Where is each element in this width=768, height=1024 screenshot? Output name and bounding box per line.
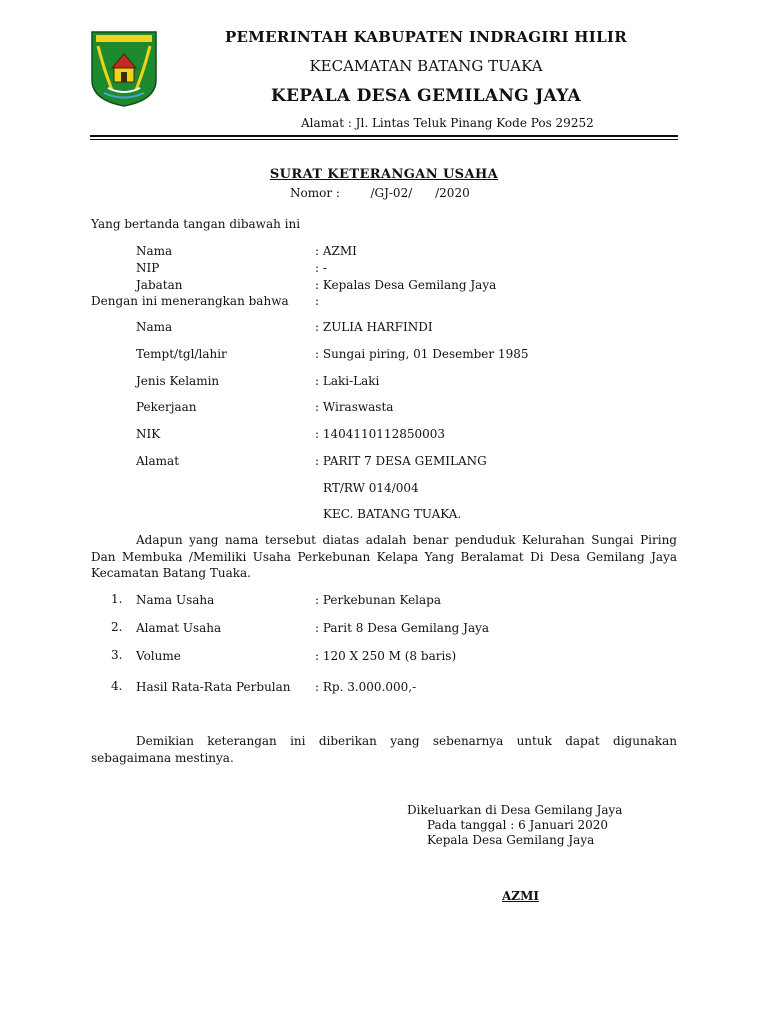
closing-text: Demikian keterangan ini diberikan yang sebenarnya untuk dapat digunakan sebagaimana mestinya. <box>91 734 677 765</box>
signer-nip-label: NIP <box>136 261 160 275</box>
business-address-value: : Parit 8 Desa Gemilang Jaya <box>315 621 490 635</box>
subject-nik-value: : 1404110112850003 <box>315 427 446 441</box>
subject-intro-colon: : <box>315 294 320 308</box>
header-divider-thick <box>90 135 678 137</box>
signer-name: AZMI <box>502 889 539 903</box>
regency-logo-icon <box>90 30 158 108</box>
header-divider-thin <box>90 139 678 140</box>
subject-job-value: : Wiraswasta <box>315 400 394 414</box>
header-village-head: KEPALA DESA GEMILANG JAYA <box>270 86 582 106</box>
business-item-no: 3. <box>111 648 123 662</box>
subject-address-value: : PARIT 7 DESA GEMILANG <box>315 454 487 468</box>
signer-name-value: : AZMI <box>315 244 357 258</box>
statement-text: Adapun yang nama tersebut diatas adalah benar penduduk Kelurahan Sungai Piring Dan Membuka /Memiliki Usaha Perkebunan Kelapa Yang Beralamat Di Desa Gemilang Jaya Kecamatan Batang Tuaka. <box>91 533 677 580</box>
business-volume-label: Volume <box>136 649 181 663</box>
subject-gender-label: Jenis Kelamin <box>136 374 220 388</box>
subject-intro: Dengan ini menerangkan bahwa <box>91 294 289 308</box>
issued-date: Pada tanggal : 6 Januari 2020 <box>427 818 609 832</box>
subject-address-rtrw: RT/RW 014/004 <box>323 481 419 495</box>
issued-place: Dikeluarkan di Desa Gemilang Jaya <box>407 803 623 817</box>
subject-name-label: Nama <box>136 320 173 334</box>
business-volume-value: : 120 X 250 M (8 baris) <box>315 649 457 663</box>
business-item-no: 1. <box>111 592 123 606</box>
subject-birth-value: : Sungai piring, 01 Desember 1985 <box>315 347 529 361</box>
business-income-value: : Rp. 3.000.000,- <box>315 680 417 694</box>
subject-job-label: Pekerjaan <box>136 400 197 414</box>
header-address: Alamat : Jl. Lintas Teluk Pinang Kode Pos 29252 <box>301 116 594 130</box>
business-name-label: Nama Usaha <box>136 593 215 607</box>
subject-address-label: Alamat <box>136 454 180 468</box>
signer-position-label: Jabatan <box>136 278 183 292</box>
business-name-value: : Perkebunan Kelapa <box>315 593 442 607</box>
header-district: KECAMATAN BATANG TUAKA <box>309 57 543 75</box>
business-address-label: Alamat Usaha <box>136 621 222 635</box>
subject-nik-label: NIK <box>136 427 161 441</box>
business-item-no: 2. <box>111 620 123 634</box>
subject-birth-label: Tempt/tgl/lahir <box>136 347 227 361</box>
business-income-label: Hasil Rata-Rata Perbulan <box>136 680 291 694</box>
document-title: SURAT KETERANGAN USAHA <box>269 167 499 182</box>
signer-intro: Yang bertanda tangan dibawah ini <box>91 217 301 231</box>
subject-address-kec: KEC. BATANG TUAKA. <box>323 507 462 521</box>
signer-position-value: : Kepalas Desa Gemilang Jaya <box>315 278 497 292</box>
subject-gender-value: : Laki-Laki <box>315 374 380 388</box>
closing-paragraph <box>91 733 677 766</box>
header-government: PEMERINTAH KABUPATEN INDRAGIRI HILIR <box>224 28 628 46</box>
document-number: Nomor : /GJ-02/ /2020 <box>290 186 470 200</box>
signer-position: Kepala Desa Gemilang Jaya <box>427 833 595 847</box>
statement-paragraph <box>91 532 677 582</box>
signer-name-label: Nama <box>136 244 173 258</box>
subject-name-value: : ZULIA HARFINDI <box>315 320 433 334</box>
business-item-no: 4. <box>111 679 123 693</box>
signer-nip-value: : - <box>315 261 327 275</box>
